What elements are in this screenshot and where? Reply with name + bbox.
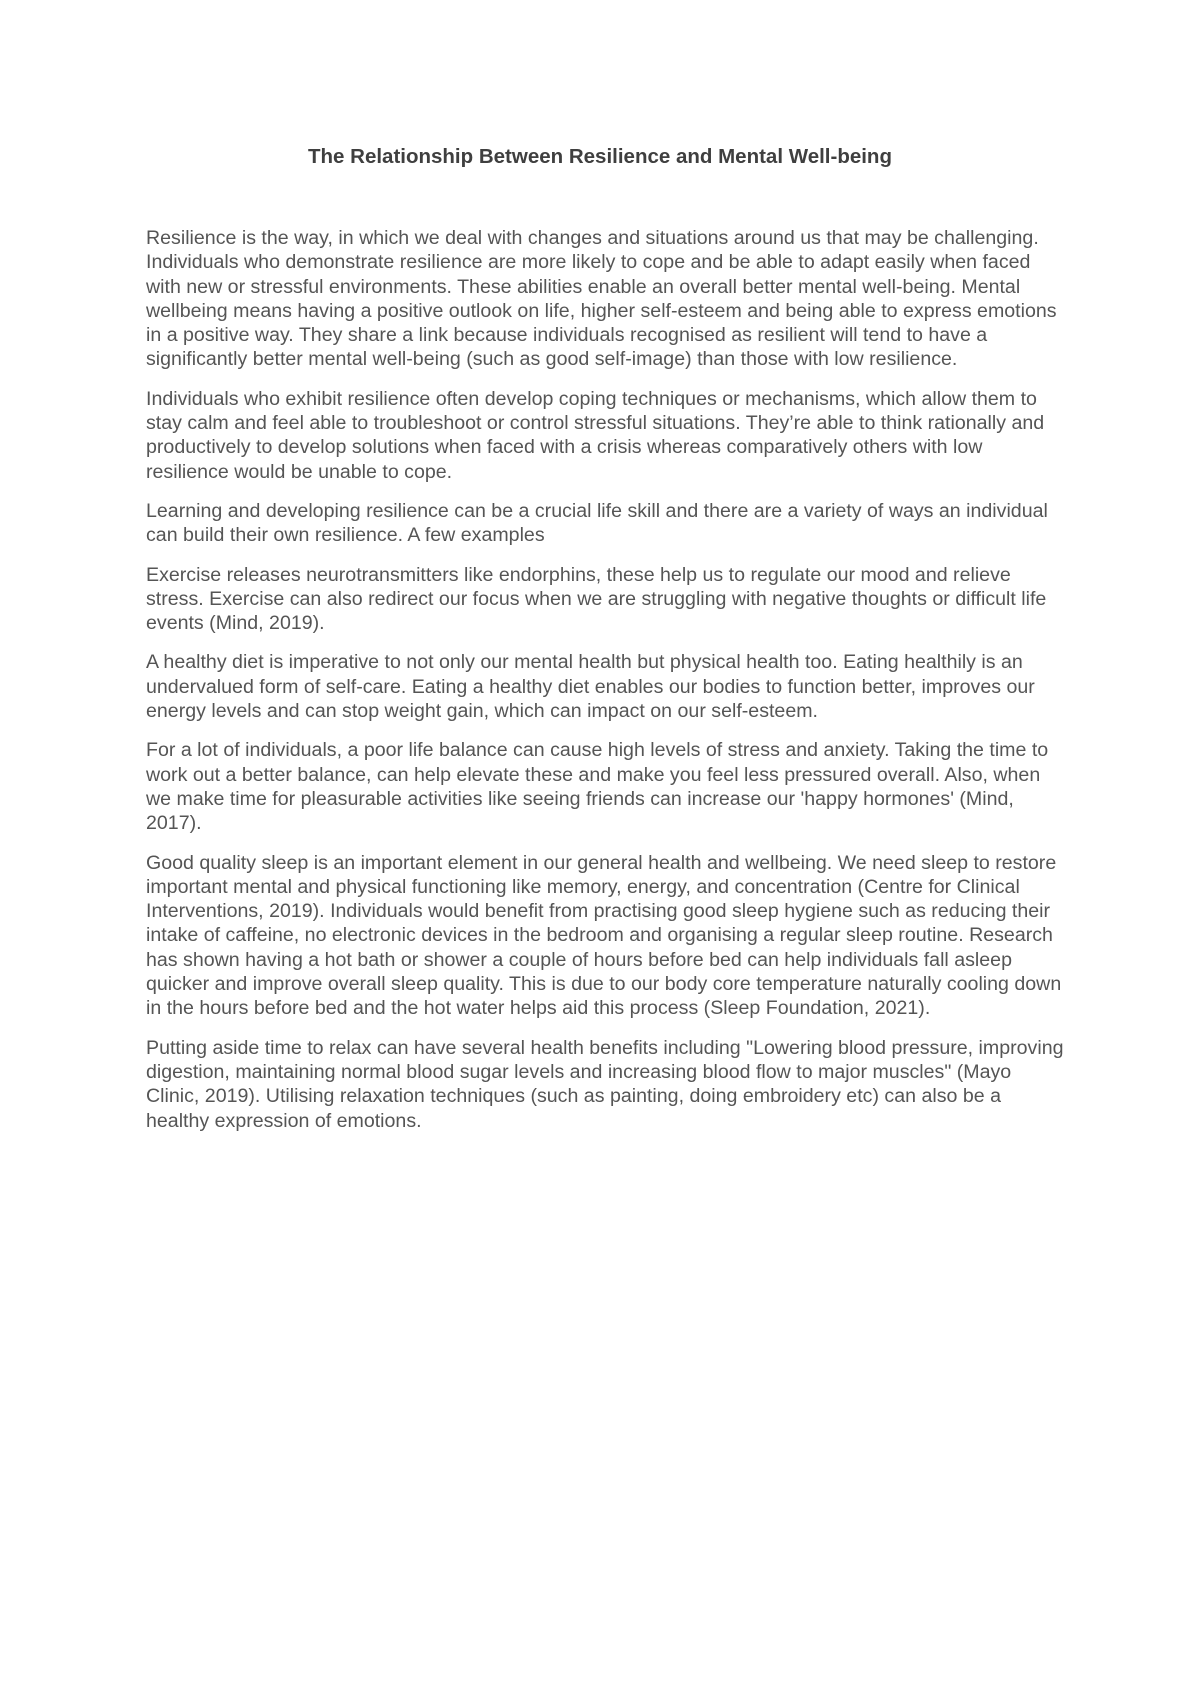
- paragraph-relaxation: Putting aside time to relax can have several health benefits including "Lowering blood pressure, improving digestion, maintaining normal blood sugar levels and increasing blood flow to major muscles" (Mayo Clinic, 2019). Utilising relaxation techniques (such as painting, doing embroidery etc) can also be a healthy expression of emotions.: [146, 1036, 1064, 1132]
- document-title: The Relationship Between Resilience and Mental Well-being: [308, 145, 892, 168]
- paragraph-sleep: Good quality sleep is an important element in our general health and wellbeing. We need sleep to restore important mental and physical functioning like memory, energy, and concentration (Centre for Clinical Interventions, 2019). Individuals would benefit from practising good sleep hygiene such as reducing their intake of caffeine, no electronic devices in the bedroom and organising a regular sleep routine. Research has shown having a hot bath or shower a couple of hours before bed can help individuals fall asleep quicker and improve overall sleep quality. This is due to our body core temperature naturally cooling down in the hours before bed and the hot water helps aid this process (Sleep Foundation, 2021).: [146, 851, 1062, 1020]
- paragraph-coping-techniques: Individuals who exhibit resilience often develop coping techniques or mechanisms, which allow them to stay calm and feel able to troubleshoot or control stressful situations. They’re able to think rationally and productively to develop solutions when faced with a crisis whereas comparatively others with low resilience would be unable to cope.: [146, 387, 1045, 483]
- paragraph-developing-resilience: Learning and developing resilience can be a crucial life skill and there are a variety of ways an individual can build their own resilience. A few examples: [146, 499, 1048, 547]
- paragraph-healthy-diet: A healthy diet is imperative to not only our mental health but physical health too. Eating healthily is an undervalued form of self-care. Eating a healthy diet enables our bodies to function better, improves our energy levels and can stop weight gain, which can impact on our self-esteem.: [146, 651, 1035, 723]
- paragraph-life-balance: For a lot of individuals, a poor life balance can cause high levels of stress and anxiety. Taking the time to work out a better balance, can help elevate these and make you feel less pressured overall. Also, when we make time for pleasurable activities like seeing friends can increase our 'happy hormones' (Mind, 2017).: [146, 739, 1049, 835]
- paragraph-resilience-definition: Resilience is the way, in which we deal with changes and situations around us that may be challenging. Individuals who demonstrate resilience are more likely to cope and be able to adapt easily when faced with new or stressful environments. These abilities enable an overall better mental well-being. Mental wellbeing means having a positive outlook on life, higher self-esteem and being able to express emotions in a positive way. They share a link because individuals recognised as resilient will tend to have a significantly better mental well-being (such as good self-image) than those with low resilience.: [146, 227, 1057, 371]
- document-body: [146, 226, 1066, 1148]
- paragraph-exercise: Exercise releases neurotransmitters like endorphins, these help us to regulate our mood and relieve stress. Exercise can also redirect our focus when we are struggling with negative thoughts or difficult life events (Mind, 2019).: [146, 563, 1047, 635]
